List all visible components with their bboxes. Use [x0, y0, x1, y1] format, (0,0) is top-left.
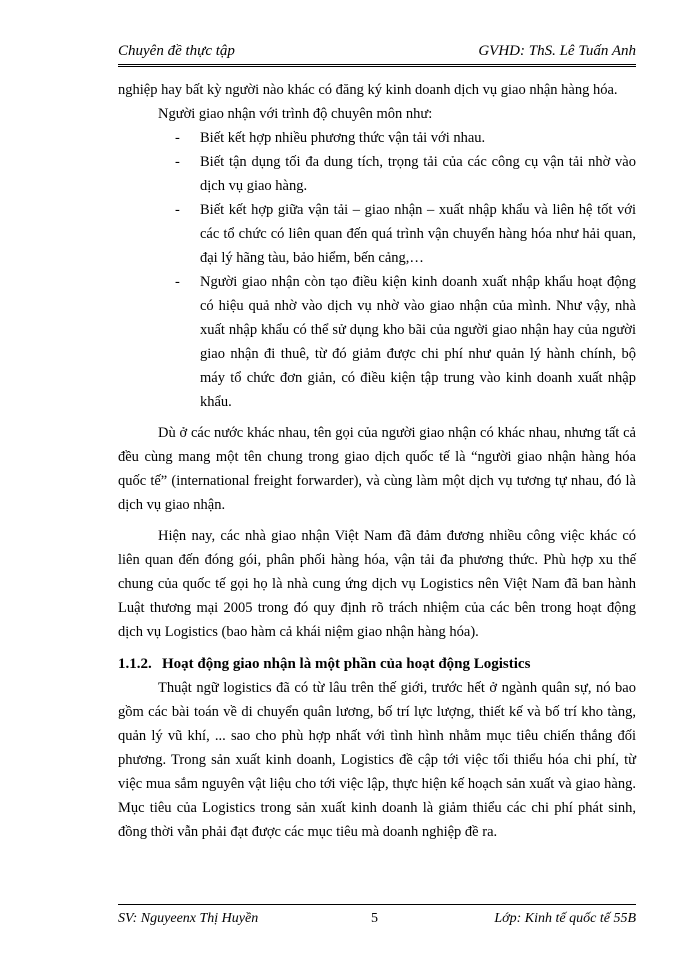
body-paragraph-3: Thuật ngữ logistics đã có từ lâu trên thế giới, trước hết ở ngành quân sự, nó bao gồm các bài toán về di chuyển quân lương, bố trí lực lượng, thiết kế và bố trí kho tàng, quản lý vũ khí, ... sao cho phù hợp nhất với tình hình nhằm mục tiêu chiến thắng đối phương. Trong sản xuất kinh doanh, Logistics đề cập tới việc tối thiểu hóa chi phí, từ việc mua sắm nguyên vật liệu cho tới việc lập, thực hiện kế hoạch sản xuất và giao hàng. Mục tiêu của Logistics trong sản xuất kinh doanh là giảm thiểu các chi phí phát sinh, đồng thời vẫn phải đạt được các mục tiêu mà doanh nghiệp đề ra.	[118, 680, 636, 840]
bullet-item	[118, 150, 636, 198]
section-title: Hoạt động giao nhận là một phần của hoạt động Logistics	[162, 656, 531, 672]
intro-paragraph: nghiệp hay bất kỳ người nào khác có đăng ký kinh doanh dịch vụ giao nhận hàng hóa.	[118, 82, 618, 98]
bullet-text: Biết tận dụng tối đa dung tích, trọng tải của các công cụ vận tải nhờ vào dịch vụ giao hàng.	[200, 154, 636, 194]
bullet-marker: -	[175, 154, 180, 170]
bullet-list	[118, 126, 636, 414]
footer-class: Lớp: Kinh tế quốc tế 55B	[494, 911, 636, 926]
bullet-marker: -	[175, 274, 180, 290]
bullet-text: Người giao nhận còn tạo điều kiện kinh doanh xuất nhập khẩu hoạt động có hiệu quả nhờ vào dịch vụ nhờ vào giao nhận của mình. Như vậy, nhà xuất nhập khẩu có thể sử dụng kho bãi của người giao nhận hay của người giao nhận đi thuê, từ đó giảm được chi phí như quản lý hành chính, bộ máy tổ chức đơn giản, có điều kiện tập trung vào kinh doanh xuất nhập khẩu.	[200, 274, 636, 410]
page-body	[118, 78, 636, 844]
header-right-advisor: GVHD: ThS. Lê Tuấn Anh	[478, 43, 636, 59]
bullet-text: Biết kết hợp giữa vận tải – giao nhận – xuất nhập khẩu và liên hệ tốt với các tổ chức có liên quan đến quá trình vận chuyển hàng hóa như hải quan, đại lý hãng tàu, bảo hiểm, bến cảng,…	[200, 202, 636, 266]
bullet-item	[118, 198, 636, 270]
page-header	[118, 40, 636, 67]
bullet-marker: -	[175, 130, 180, 146]
section-heading	[118, 652, 636, 676]
header-left-title: Chuyên đề thực tập	[118, 43, 235, 59]
bullet-marker: -	[175, 202, 180, 218]
body-paragraph-2: Hiện nay, các nhà giao nhận Việt Nam đã đảm đương nhiều công việc khác có liên quan đến đóng gói, phân phối hàng hóa, vận tải đa phương thức. Phù hợp xu thế chung của quốc tế gọi họ là nhà cung ứng dịch vụ Logistics nên Việt Nam đã ban hành Luật thương mại 2005 trong đó quy định rõ trách nhiệm của các bên trong hoạt động dịch vụ Logistics (bao hàm cả khái niệm giao nhận hàng hóa).	[118, 528, 636, 640]
lead-paragraph: Người giao nhận với trình độ chuyên môn như:	[158, 106, 433, 122]
page-footer	[118, 904, 636, 933]
bullet-item	[118, 126, 636, 150]
body-paragraph-1: Dù ở các nước khác nhau, tên gọi của người giao nhận có khác nhau, nhưng tất cả đều cùng mang một tên chung trong giao dịch quốc tế là “người giao nhận hàng hóa quốc tế” (international freight forwarder), và cùng làm một dịch vụ tương tự nhau, đó là dịch vụ giao nhận.	[118, 425, 636, 513]
footer-student: SV: Nguyeenx Thị Huyền	[118, 911, 259, 926]
bullet-text: Biết kết hợp nhiều phương thức vận tải với nhau.	[200, 130, 486, 146]
section-number: 1.1.2.	[118, 656, 152, 672]
bullet-item	[118, 270, 636, 414]
page-number: 5	[371, 911, 378, 926]
